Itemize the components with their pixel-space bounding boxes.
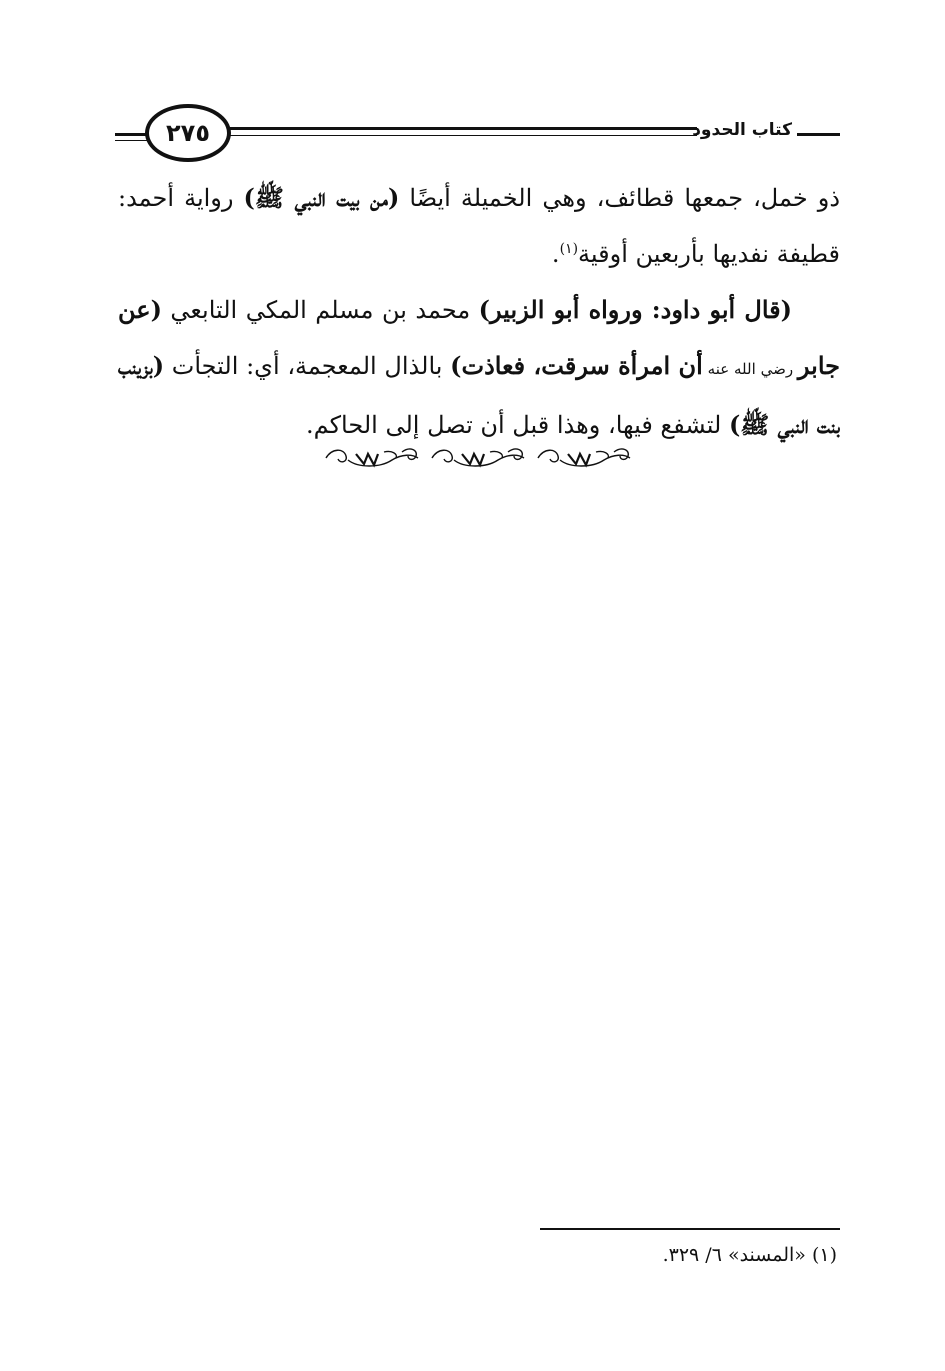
ornament-unit-1 [326, 449, 418, 466]
p2-text-b: محمد بن مسلم المكي التابعي [161, 296, 479, 324]
footnote-1: (١) «المسند» ٦/ ٣٢٩. [662, 1244, 837, 1266]
page-number-badge [145, 104, 231, 162]
p2-quote-g: (بزينب بنت النبي ﷺ) [118, 351, 840, 439]
running-title: كتاب الحدود [692, 120, 792, 140]
p2-quote-a: (قال أبو داود: ورواه أبو الزبير) [478, 295, 792, 324]
p2-text-h: لتشفع فيها، وهذا قبل أن تصل إلى الحاكم. [306, 411, 729, 439]
p2-text-f: بالذال المعجمة، أي: التجأت [164, 352, 451, 380]
page-header [115, 100, 840, 170]
paragraph-2 [118, 282, 840, 453]
footnote-separator [540, 1228, 840, 1230]
header-rule-middle-thin [227, 135, 697, 136]
footnote-ref: (١) [559, 241, 579, 257]
header-rule-left-thin [115, 140, 149, 141]
p2-quote-c: (عن جابر [118, 295, 840, 380]
main-text [118, 170, 840, 453]
p1-quote: (من بيت النبي ﷺ) [243, 183, 400, 212]
paragraph-1 [118, 170, 840, 282]
p1-end: . [551, 240, 560, 268]
p2-quote-e: أن امرأة سرقت، فعاذت) [450, 351, 703, 380]
p1-text-a: ذو خمل، جمعها قطائف، وهي الخميلة أيضًا [399, 184, 841, 212]
ornament-unit-3 [538, 449, 630, 466]
header-rule-right [797, 133, 840, 136]
p1-text-c: رواية أحمد: قطيفة نفديها بأربعين أوقية [118, 184, 840, 268]
section-end-ornament [322, 440, 634, 476]
p2-honorific: رضي الله عنه [702, 360, 798, 378]
page-number: ٢٧٥ [166, 119, 210, 147]
ornament-unit-2 [432, 449, 524, 466]
header-rule-middle [227, 127, 697, 130]
header-rule-left [115, 133, 149, 136]
